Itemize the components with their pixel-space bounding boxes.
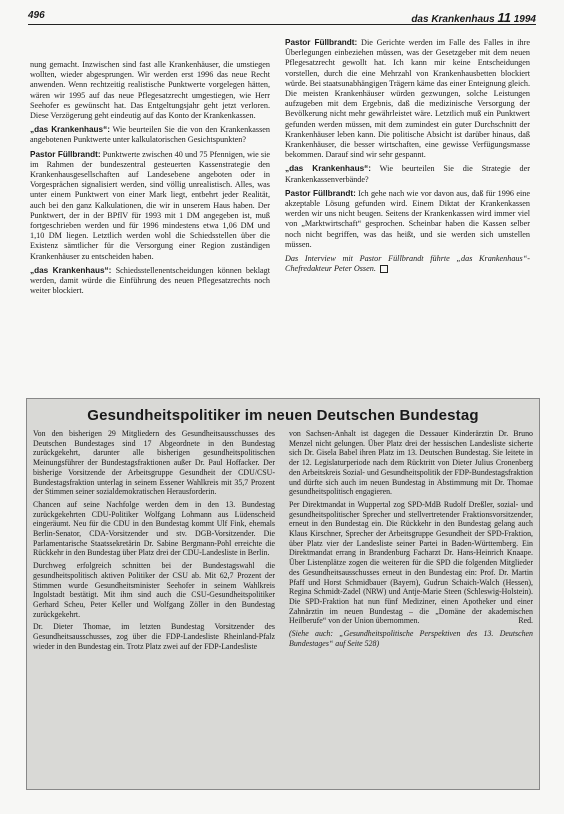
magazine-name: das Krankenhaus bbox=[411, 14, 495, 25]
interview-column-right bbox=[285, 38, 530, 278]
paragraph: „das Krankenhaus“: Wie beurteilen Sie die Strategie der Krankenkassenverbände? bbox=[285, 164, 531, 184]
paragraph: „das Krankenhaus“: Schiedsstellenentscheidungen können beklagt werden, damit würde die Einführung des neuen Pflegesatzrechts noch weiter blockiert. bbox=[30, 265, 270, 296]
paragraph: Von den bisherigen 29 Mitgliedern des Gesundheitsausschusses des Deutschen Bundestages sind 17 Abgeordnete in den Bundestag zurückgekehrt, darunter alle bisherigen gesundheitspolitischen Meinungsführer der Bundestagsfraktionen außer Dr. Paul Hoffacker. Der bisherige Vorsitzende der Arbeitsgruppe Gesundheit der CDU/CSU-Bundestagsfraktion unterlag in seinem Essener Wahlkreis mit 35,7 Prozent der Stimmen seiner sozialdemokratischen Herausforderin. bbox=[33, 429, 275, 497]
question-speaker: „das Krankenhaus“: bbox=[30, 125, 110, 135]
interview-note: Das Interview mit Pastor Füllbrandt führte „das Krankenhaus“-Chefredakteur Peter Ossen. bbox=[285, 254, 530, 274]
paragraph: von Sachsen-Anhalt ist dagegen die Dessauer Kinderärztin Dr. Bruno Menzel nicht gelungen. Über Platz drei der hessischen Landesliste sicherte sich Dr. Gisela Babel ihren Platz im 13. Deutschen Bundestag. Sie leitete in der 12. Legislaturperiode nach dem Rücktritt von Dieter Julius Cronenberg den Arbeitskreis Sozial- und Gesundheitspolitik der FDP-Bundestagsfraktion und dürfte sich auch im neuen Bundestag in Abstimmung mit Dr. Thomae gesundheitspolitisch engagieren. bbox=[289, 429, 533, 497]
page-header bbox=[28, 10, 536, 24]
box-column-left bbox=[33, 429, 275, 654]
end-mark-icon bbox=[380, 265, 388, 273]
paragraph: Dr. Dieter Thomae, im letzten Bundestag Vorsitzender des Gesundheitsausschusses, zog über die FDP-Landesliste Rheinland-Pfalz wieder in den Bundestag ein. Trotz Platz zwei auf der FDP-Landesliste bbox=[33, 622, 275, 651]
paragraph: „das Krankenhaus“: Wie beurteilen Sie die von den Krankenkassen angebotenen Punktwerte unter kalkulatorischen Gesichtspunkten? bbox=[30, 125, 270, 145]
answer-speaker: Pastor Füllbrandt: bbox=[285, 38, 358, 47]
issue-number: 11 bbox=[497, 10, 511, 25]
header-rule bbox=[28, 24, 536, 25]
question-speaker: „das Krankenhaus“: bbox=[30, 265, 112, 275]
paragraph: Pastor Füllbrandt: Punktwerte zwischen 40 und 75 Pfennigen, wie sie im Rahmen der bundeszentral gesteuerten Kassenstrategie den Krankenhausgesellschaften auf Landesebene angeboten oder in Vorgesprächen signalisiert werden, sind völlig unrealistisch. Alles, was unter einem Punktwert von einer Mark liegt, entbehrt jeder Realität, auch bei den ganz Kalkulationen, die wir in unserem Haus haben. Der Punktwert, der in der BPflV für 1993 mit 1 DM angegeben ist, muß fortgeschrieben werden und für 1996 mindestens etwa 1,06 DM und 1,10 DM liegen. Letztlich werden wohl die Schiedsstellen über die Existenz sämtlicher für die Versorgung einer Region zuständigen Krankenhäuser zu entscheiden haben. bbox=[30, 149, 270, 261]
box-title: Gesundheitspolitiker im neuen Deutschen Bundestag bbox=[87, 407, 479, 424]
paragraph: Pastor Füllbrandt: Ich gehe nach wie vor davon aus, daß für 1996 eine akzeptable Lösung gefunden wird. Einem Diktat der Krankenkassen werden wir uns nicht beugen. Seitens der Krankenkassen wird immer viel von „Marktwirtschaft“ gesprochen. Scheinbar haben die Kassen selber noch nicht begriffen, was das heißt, und sie werden sich umstellen müssen. bbox=[285, 188, 531, 249]
paragraph: Pastor Füllbrandt: Die Gerichte werden im Falle des Falles in ihre Überlegungen einbeziehen müssen, was der Gesetzgeber mit dem neuen Pflegesatzrecht gewollt hat. Ich kann mir keine Entscheidungen vorstellen, durch die eine Mehrzahl von Krankenhausbetten blockiert würde. Bei staatsunabhängigen Trägern käme das einer Enteignung gleich. Die meisten Krankenhäuser würden gezwungen, solche Leistungen aufzugeben mit dem Ergebnis, daß die medizinische Versorgung der Bevölkerung nicht mehr gewährleistet wäre. Letztlich muß ein Punktwert gefunden werden müssen, mit dem zumindest ein guter Durchschnitt der Krankenhäuser leben kann. Die politische Absicht ist darüber hinaus, daß Krankenhäuser, die besser wirtschaften, eine gewisse Verfügungsmasse bekommen. Darauf sind wir sehr gespannt. bbox=[285, 38, 530, 160]
paragraph: Durchweg erfolgreich schnitten bei der Bundestagswahl die gesundheitspolitisch aktiven Politiker der CSU ab. Mit 62,7 Prozent der Stimmen wurde Gesundheitsminister Seehofer in seinem Wahlkreis Ingolstadt bestätigt. Mit ihm sind auch die CSU-Gesundheitspolitiker Gerhard Scheu, Peter Keller und Wolfgang Zöller in den Bundestag zurückgekehrt. bbox=[33, 561, 275, 619]
answer-speaker: Pastor Füllbrandt: bbox=[30, 149, 101, 159]
paragraph: nung gemacht. Inzwischen sind fast alle Krankenhäuser, die umstiegen wollten, wieder abgesprungen. Wir werden erst 1996 das neue Recht anwenden. Wenn rechtzeitig realistische Punktwerte vorgelegen hätten, wären wir 1995 auf das neue Pflegesatzrecht umgestiegen, wie Herr Seehofer es gewünscht hat. Das Entgeltungsjahr geht jetzt verloren. Diese Verzögerung geht eindeutig auf das Konto der Krankenkassen. bbox=[30, 60, 270, 121]
paragraph: Chancen auf seine Nachfolge werden dem in den 13. Bundestag zurückgekehrten CDU-Politiker Wolfgang Lohmann aus Lüdenscheid eingeräumt. Neu für die CDU in den Bundestag kommt Ulf Fink, ehemals Berlin-Senator, CDA-Vorsitzender und stv. DGB-Vorsitzender. Die Parlamentarische Staatssekretärin Dr. Sabine Bergmann-Pohl erreichte die Rückkehr in den Bundestag über Platz drei der CDU-Landesliste in Berlin. bbox=[33, 499, 275, 558]
magazine-issue bbox=[411, 10, 536, 25]
answer-speaker: Pastor Füllbrandt: bbox=[285, 188, 356, 198]
paragraph: (Siehe auch: „Gesundheitspolitische Perspektiven des 13. Deutschen Bundestages“ auf Seite 528) bbox=[289, 629, 533, 648]
signature: Red. bbox=[518, 616, 533, 626]
box-column-right bbox=[289, 429, 533, 651]
info-box bbox=[26, 398, 540, 790]
issue-year: 1994 bbox=[513, 14, 536, 25]
interview-column-left bbox=[30, 60, 270, 300]
paragraph: Per Direktmandat in Wuppertal zog SPD-MdB Rudolf Dreßler, sozial- und gesundheitspolitischer Sprecher und stellvertretender Fraktionsvorsitzender, erneut in den Bundestag ein. Die Rückkehr in den Bundestag gelang auch Klaus Kirschner, Sprecher der Arbeitsgruppe Gesundheit der SPD-Fraktion, über Platz vier der Landesliste seiner Partei in Baden-Württemberg. Ein Direktmandat errang in Brandenburg Facharzt Dr. Hans-Heinrich Knaape. Über Listenplätze zogen die weiteren für die SPD die folgenden Mitglieder des Gesundheitsausschusses erneut in den Bundestag ein: Prof. Dr. Martin Pfaff und Horst Schmidbauer (Bayern), Gudrun Schaich-Walch (Hessen), Regina Schmidt-Zadel (NRW) und Antje-Marie Steen (Schleswig-Holstein). Die SPD-Fraktion hat nun fünf Mediziner, einen Apotheker und einer Zahnärztin im neuen Bundestag – die „Domäne der akademischen Heilberufe“ von der Union übernommen. Red. bbox=[289, 499, 533, 626]
page-number: 496 bbox=[28, 10, 45, 21]
question-speaker: „das Krankenhaus“: bbox=[285, 164, 371, 174]
